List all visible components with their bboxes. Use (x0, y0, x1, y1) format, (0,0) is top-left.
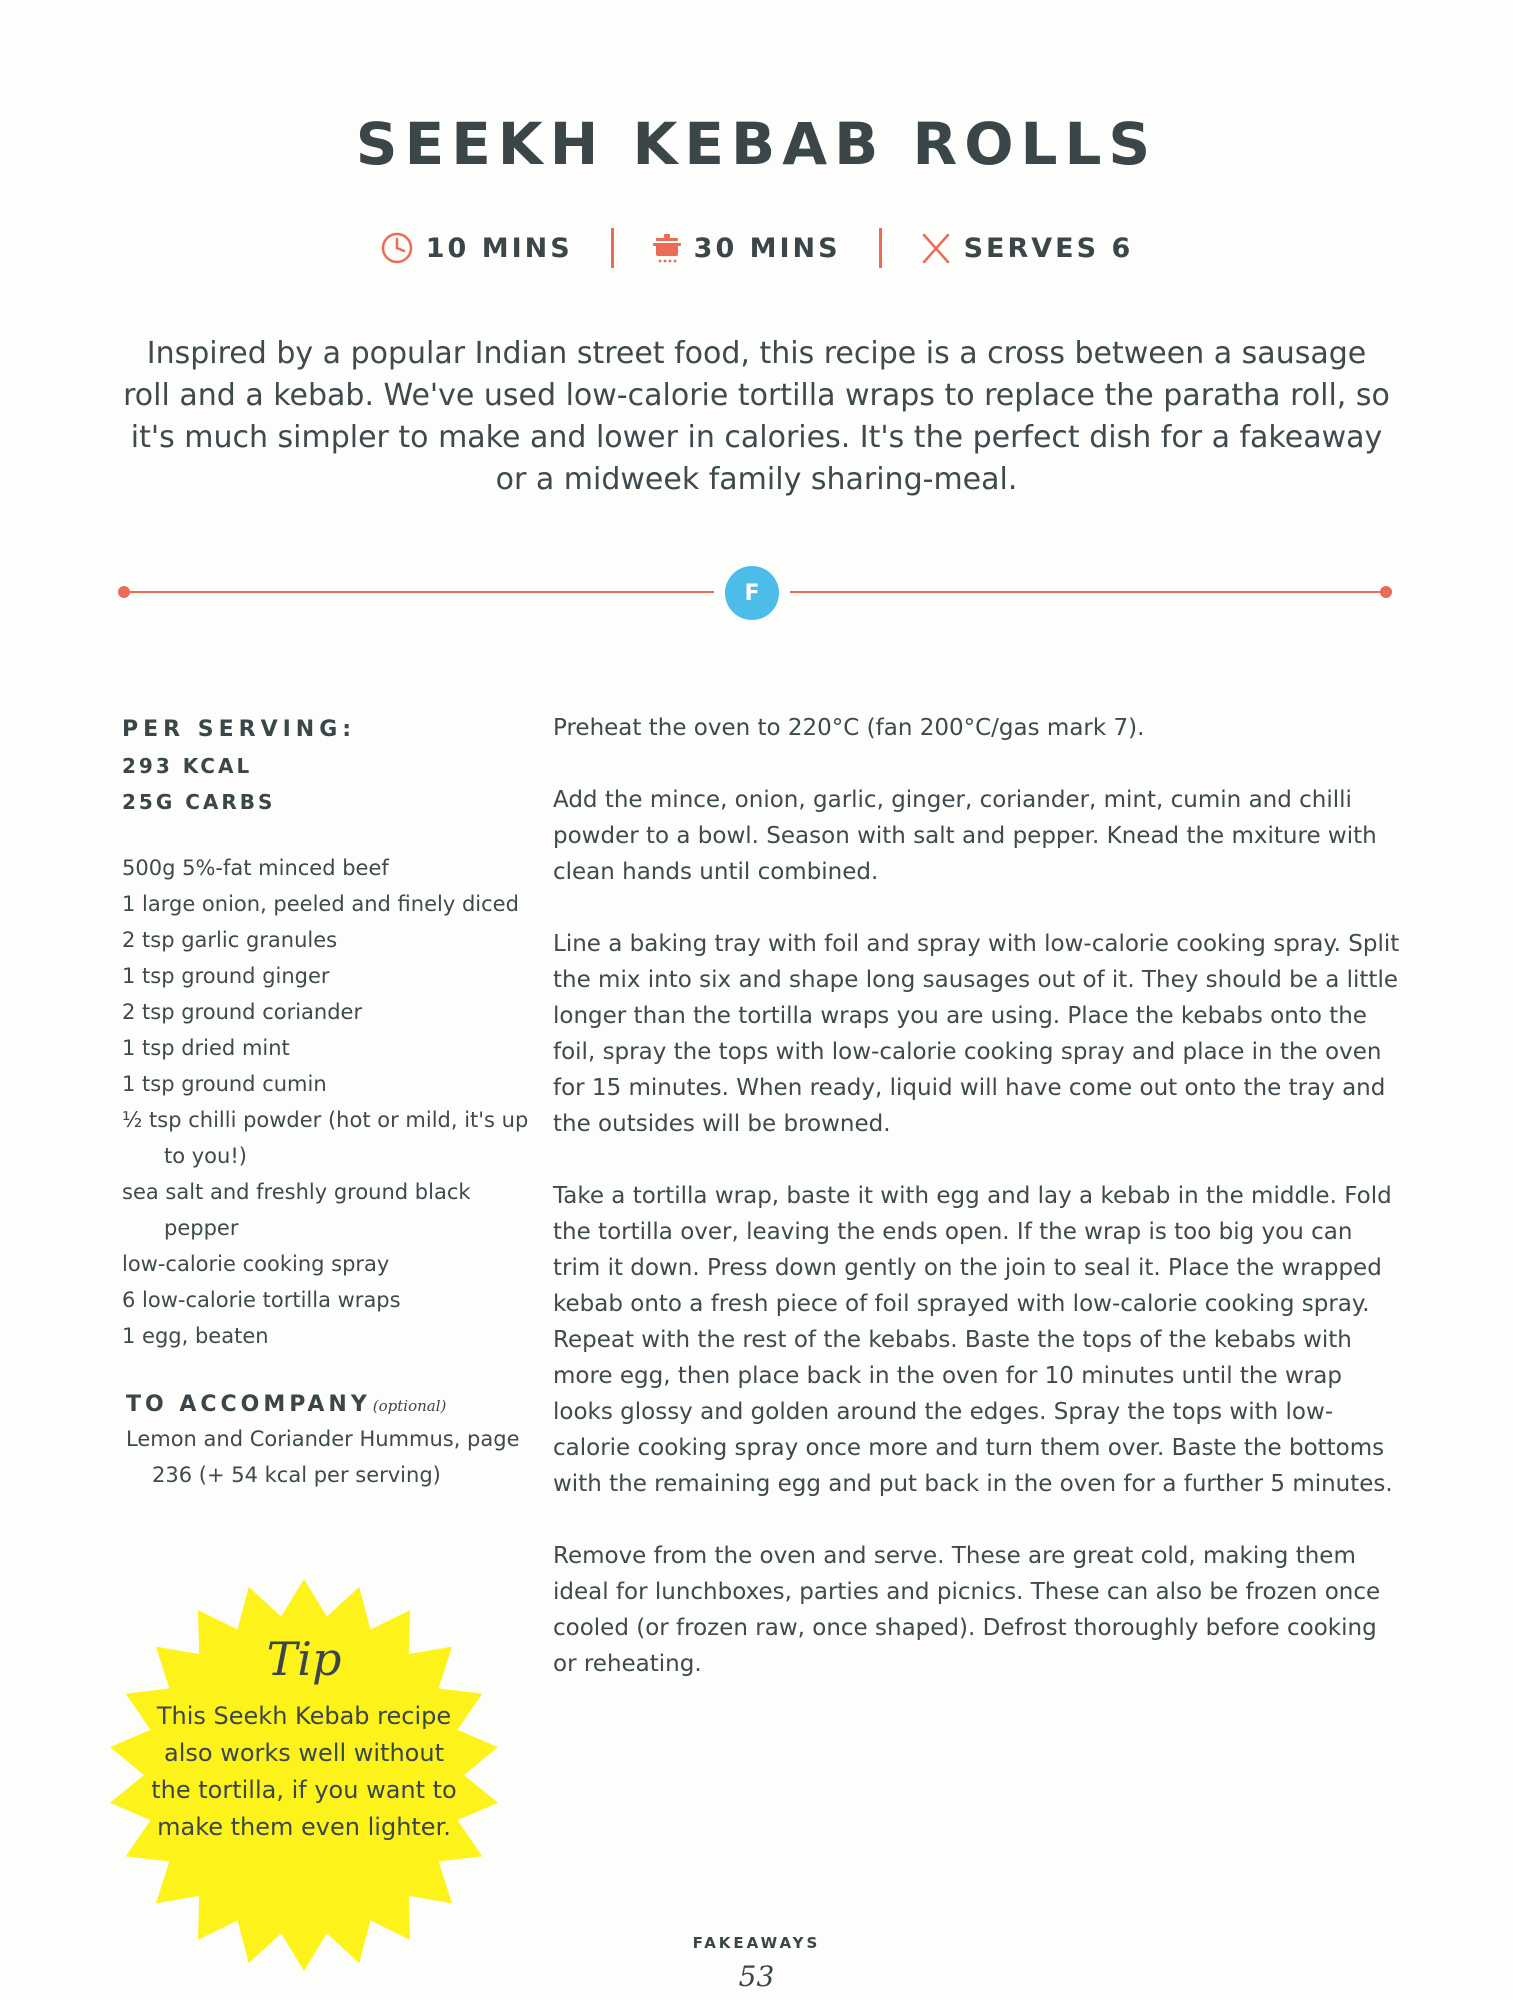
meta-divider (879, 228, 882, 268)
divider-left-line (124, 591, 714, 593)
accompany-text: Lemon and Coriander Hummus, page 236 (+ 54 kcal per serving) (126, 1427, 520, 1487)
prep-time (380, 231, 573, 265)
servings-label: SERVES 6 (963, 232, 1134, 264)
ingredient-item: 6 low-calorie tortilla wraps (122, 1288, 401, 1312)
cutlery-icon (920, 231, 952, 265)
recipe-intro: Inspired by a popular Indian street food, this recipe is a cross between a sausage roll and a kebab. We've used low-calorie tortilla wraps to replace the paratha roll, so it's much simpler to make and lower in calories. It's the perfect dish for a fakeaway or a midweek family sharing-meal. (123, 336, 1390, 497)
ingredient-item: 2 tsp garlic granules (122, 928, 338, 952)
accompany-optional-label: (optional) (372, 1397, 447, 1415)
carbs-value: 25G CARBS (122, 790, 276, 814)
divider-right-line (790, 591, 1386, 593)
divider-right-dot (1380, 586, 1392, 598)
method-column (553, 710, 1403, 1718)
ingredient-item: 1 tsp ground cumin (122, 1072, 327, 1096)
tip-starburst (108, 1570, 500, 1980)
method-step: Preheat the oven to 220°C (fan 200°C/gas mark 7). (553, 715, 1145, 741)
servings (920, 231, 1134, 265)
meta-divider (611, 228, 614, 268)
cook-time-label: 30 MINS (693, 232, 841, 264)
ingredient-item: 1 tsp ground ginger (122, 964, 330, 988)
ingredient-item: 1 egg, beaten (122, 1324, 269, 1348)
section-name: FAKEAWAYS (692, 1934, 821, 1952)
accompany-heading (122, 1392, 532, 1417)
method-step: Take a tortilla wrap, baste it with egg and lay a kebab in the middle. Fold the tortilla over, leaving the ends open. If the wrap is too big you can trim it down. Press down gently on the join to seal it. Place the wrapped kebab onto a fresh piece of foil sprayed with low-calorie cooking spray. Repeat with the rest of the kebabs. Baste the tops of the kebabs with more egg, then place back in the oven for 10 minutes until the wrap looks glossy and golden around the edges. Spray the tops with low-calorie cooking spray once more and turn them over. Baste the bottoms with the remaining egg and put back in the oven for a further 5 minutes. (553, 1183, 1393, 1497)
recipe-title: SEEKH KEBAB ROLLS (355, 110, 1158, 178)
category-badge: F (725, 566, 779, 620)
ingredients-column (122, 712, 532, 1493)
page-number: 53 (738, 1960, 775, 1993)
ingredient-list (122, 850, 532, 1354)
ingredient-item: 2 tsp ground coriander (122, 1000, 363, 1024)
clock-icon (380, 231, 414, 265)
method-step: Line a baking tray with foil and spray with low-calorie cooking spray. Split the mix into six and shape long sausages out of it. They should be a little longer than the tortilla wraps you are using. Place the kebabs onto the foil, spray the tops with low-calorie cooking spray and place in the oven for 15 minutes. When ready, liquid will have come out onto the tray and the outsides will be browned. (553, 931, 1400, 1137)
kcal-value: 293 KCAL (122, 754, 253, 778)
ingredient-item: 1 large onion, peeled and finely diced (122, 892, 519, 916)
method-step: Remove from the oven and serve. These are great cold, making them ideal for lunchboxes, parties and picnics. These can also be frozen once cooled (or frozen raw, once shaped). Defrost thoroughly before cooking or reheating. (553, 1543, 1381, 1677)
accompany-heading-label: TO ACCOMPANY (126, 1392, 371, 1417)
tip-text: This Seekh Kebab recipe also works well without the tortilla, if you want to make them even lighter. (151, 1702, 457, 1841)
tip-title: Tip (266, 1632, 342, 1686)
ingredient-item: ½ tsp chilli powder (hot or mild, it's up to you!) (122, 1108, 529, 1168)
ingredient-item: sea salt and freshly ground black pepper (122, 1180, 471, 1240)
ingredient-item: low-calorie cooking spray (122, 1252, 390, 1276)
prep-time-label: 10 MINS (425, 232, 573, 264)
cooking-pot-icon (652, 231, 682, 265)
per-serving-heading: PER SERVING: (122, 717, 357, 742)
recipe-meta (0, 228, 1513, 268)
ingredient-item: 500g 5%-fat minced beef (122, 856, 389, 880)
ingredient-item: 1 tsp dried mint (122, 1036, 290, 1060)
method-step: Add the mince, onion, garlic, ginger, coriander, mint, cumin and chilli powder to a bowl. Season with salt and pepper. Knead the mxiture with clean hands until combined. (553, 787, 1377, 885)
cook-time (652, 231, 841, 265)
